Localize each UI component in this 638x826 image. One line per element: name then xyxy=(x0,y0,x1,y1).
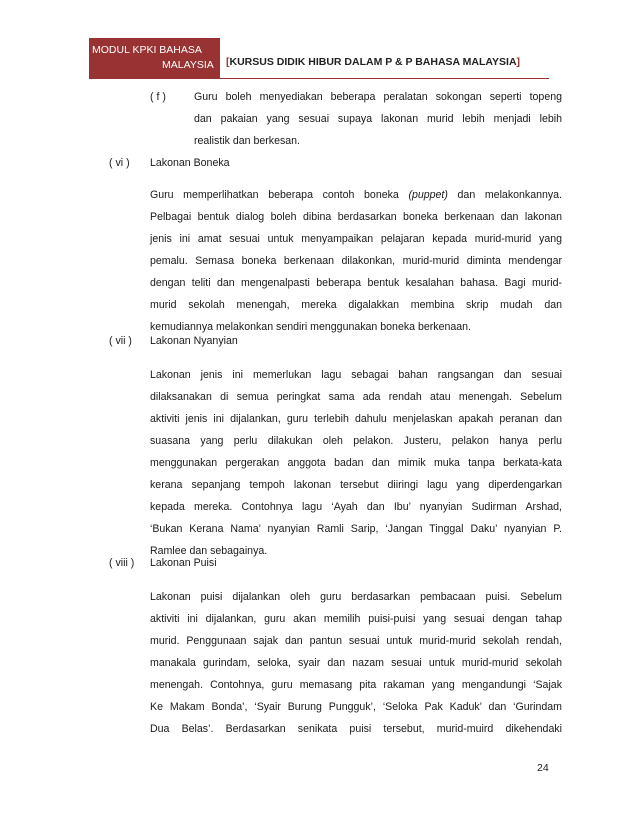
header-divider xyxy=(89,78,549,79)
section-viii-text xyxy=(150,586,562,740)
section-vi-text xyxy=(150,184,562,338)
page-number: 24 xyxy=(537,762,549,774)
section-vii-heading: Lakonan Nyanyian xyxy=(150,335,238,347)
module-header-box xyxy=(89,38,220,78)
text-line: Guru memperlihatkan beberapa contoh boneka (puppet) dan melakonkannya. xyxy=(150,189,562,201)
text-line: Pelbagai bentuk dialog boleh dibina berdasarkan boneka berkenaan dan lakonan xyxy=(150,211,562,223)
text-line: dengan teliti dan mengenalpasti beberapa bentuk kesalahan bahasa. Bagi murid- xyxy=(150,277,562,289)
text-line: manakala gurindam, seloka, syair dan nazam sesuai untuk murid-murid sekolah xyxy=(150,657,562,669)
text-line: Ke Makam Bonda’, ‘Syair Burung Pungguk’, ‘Seloka Pak Kaduk’ dan ‘Gurindam xyxy=(150,701,562,713)
text-line: dilaksanakan di semua peringkat sama ada rendah atau menengah. Sebelum xyxy=(150,391,562,403)
section-f-text xyxy=(194,86,562,152)
section-vi-label: ( vi ) xyxy=(109,157,130,169)
section-vii-label: ( vii ) xyxy=(109,335,132,347)
text-line: pemalu. Semasa boneka berkenaan dilakonkan, murid-murid diminta mendengar xyxy=(150,255,562,267)
text-line: menggunakan pergerakan anggota badan dan mimik muka tanpa berkata-kata xyxy=(150,457,562,469)
course-title: [KURSUS DIDIK HIBUR DALAM P & P BAHASA MALAYSIA] xyxy=(226,56,521,68)
text-line: kepada mereka. Contohnya lagu ‘Ayah dan Ibu’ nyanyian Sudirman Arshad, xyxy=(150,501,562,513)
text-line: suasana yang perlu dilakukan oleh pelakon. Justeru, pelakon hanya perlu xyxy=(150,435,562,447)
text-line: ‘Bukan Kerana Nama’ nyanyian Ramli Sarip, ‘Jangan Tinggal Daku’ nyanyian P. xyxy=(150,523,562,535)
text-line: Lakonan puisi dijalankan oleh guru berdasarkan pembacaan puisi. Sebelum xyxy=(150,591,562,603)
section-vi-heading: Lakonan Boneka xyxy=(150,157,230,169)
text-line: realistik dan berkesan. xyxy=(194,135,300,147)
module-label-line1: MODUL KPKI BAHASA xyxy=(92,44,202,56)
text-line: Lakonan jenis ini memerlukan lagu sebagai bahan rangsangan dan sesuai xyxy=(150,369,562,381)
section-vii-text xyxy=(150,364,562,562)
course-title-text: KURSUS DIDIK HIBUR DALAM P & P BAHASA MALAYSIA xyxy=(229,56,517,68)
section-viii-heading: Lakonan Puisi xyxy=(150,557,217,569)
text-line: aktiviti jenis ini dijalankan, guru terlebih dahulu menjelaskan apakah peranan dan xyxy=(150,413,562,425)
text-line: murid. Penggunaan sajak dan pantun sesuai untuk murid-murid sekolah rendah, xyxy=(150,635,562,647)
section-f-label: ( f ) xyxy=(150,91,166,103)
text-line: menengah. Contohnya, guru memasang pita rakaman yang mengandungi ‘Sajak xyxy=(150,679,562,691)
text-line: jenis ini amat sesuai untuk menyampaikan pelajaran kepada murid-murid yang xyxy=(150,233,562,245)
module-label-line2: MALAYSIA xyxy=(162,59,214,71)
text-line: kerana sepanjang tempoh lakonan tersebut diiringi lagu yang diperdengarkan xyxy=(150,479,562,491)
text-line: Guru boleh menyediakan beberapa peralatan sokongan seperti topeng xyxy=(194,91,562,103)
text-line: aktiviti ini dijalankan, guru akan memilih puisi-puisi yang sesuai dengan tahap xyxy=(150,613,562,625)
text-line: murid sekolah menengah, mereka digalakkan membina skrip mudah dan xyxy=(150,299,562,311)
text-line: Dua Belas’. Berdasarkan senikata puisi tersebut, murid-muird dikehendaki xyxy=(150,723,562,735)
text-line: kemudiannya melakonkan sendiri menggunakan boneka berkenaan. xyxy=(150,321,471,333)
text-line: Ramlee dan sebagainya. xyxy=(150,545,268,557)
section-viii-label: ( viii ) xyxy=(109,557,135,569)
text-line: dan pakaian yang sesuai supaya lakonan murid lebih menjadi lebih xyxy=(194,113,562,125)
